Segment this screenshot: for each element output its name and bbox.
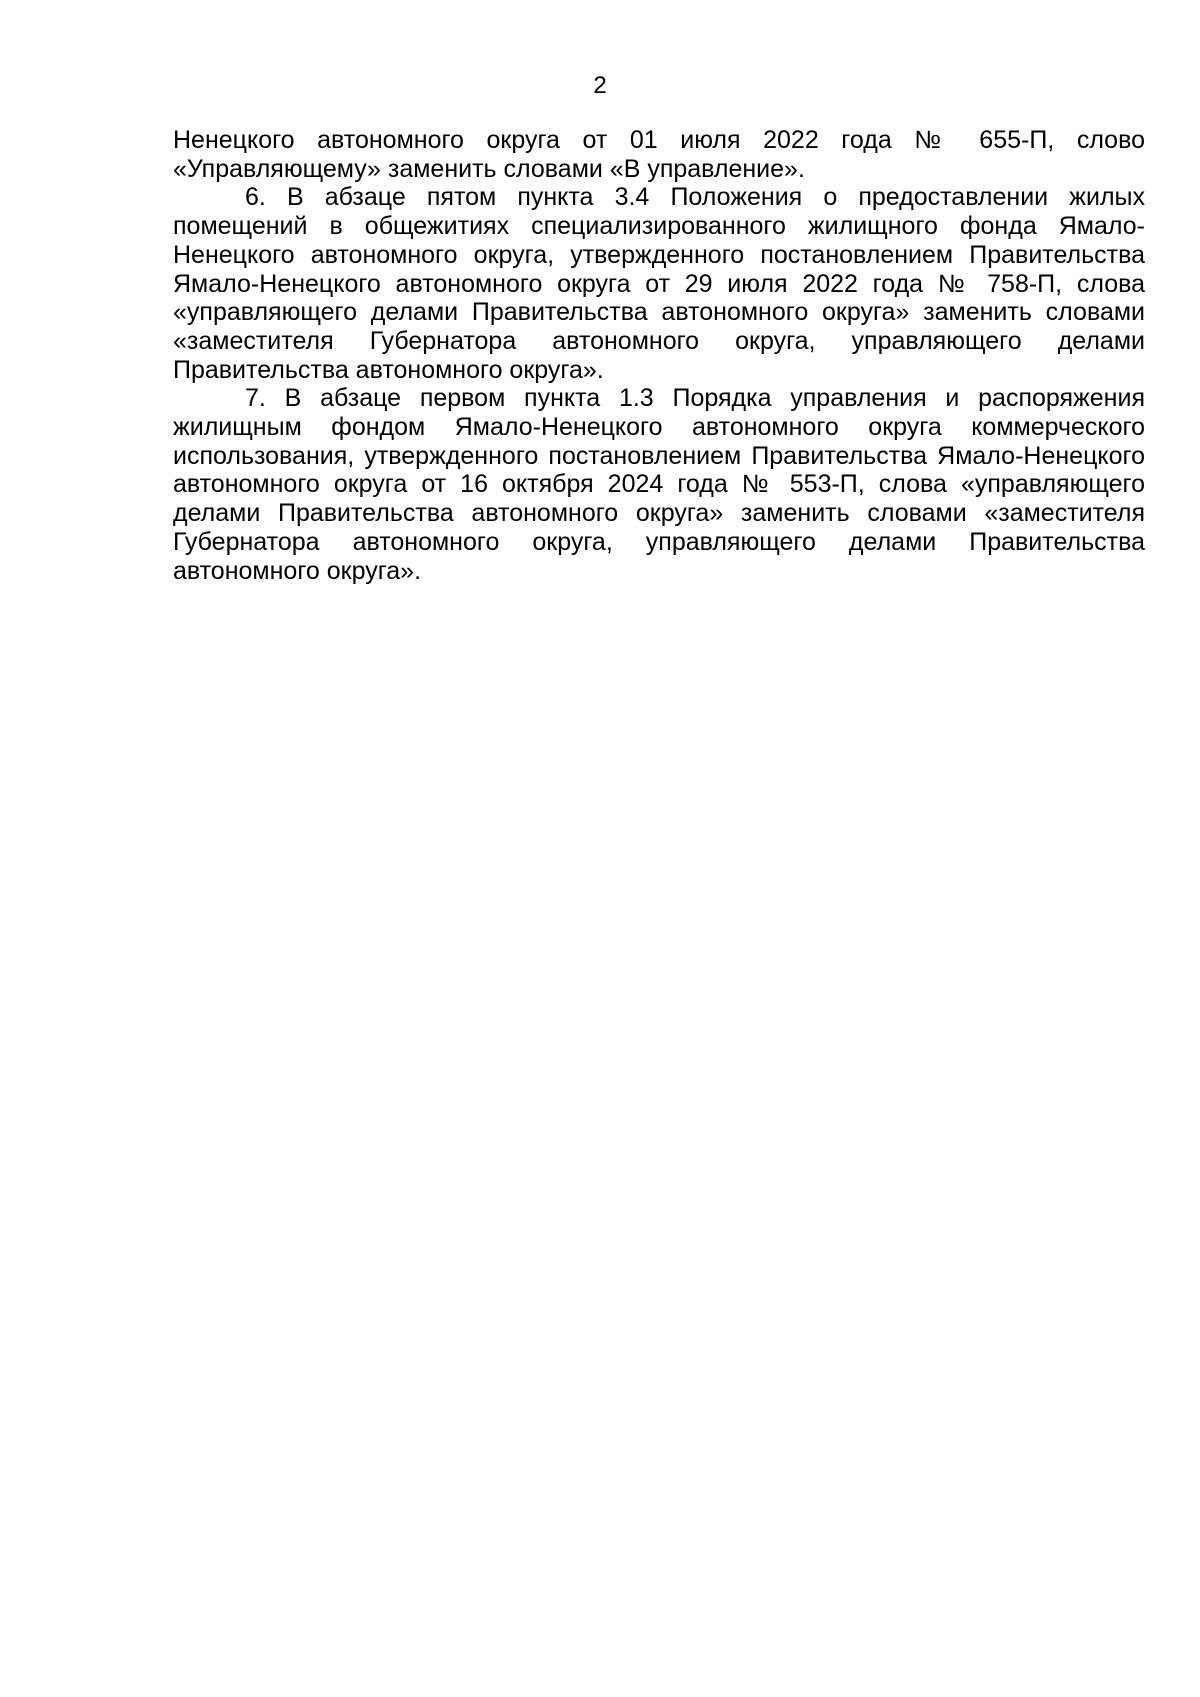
page-number: 2 (593, 72, 607, 99)
document-body (173, 126, 1145, 585)
paragraph-item-6: 6. В абзаце пятом пункта 3.4 Положения о предоставлении жилых помещений в общежитиях специализированного жилищного фонда Ямало-Ненецкого автономного округа, утвержденного постановлением Правительства Ямало-Ненецкого автономного округа от 29 июля 2022 года № 758-П, слова «управляющего делами Правительства автономного округа» заменить словами «заместителя Губернатора автономного округа, управляющего делами Правительства автономного округа». (173, 183, 1145, 384)
paragraph-item-7: 7. В абзаце первом пункта 1.3 Порядка управления и распоряжения жилищным фондом Ямало-Ненецкого автономного округа коммерческого использования, утвержденного постановлением Правительства Ямало-Ненецкого автономного округа от 16 октября 2024 года № 553-П, слова «управляющего делами Правительства автономного округа» заменить словами «заместителя Губернатора автономного округа, управляющего делами Правительства автономного округа». (173, 384, 1145, 585)
paragraph-continuation: Ненецкого автономного округа от 01 июля 2022 года № 655-П, слово «Управляющему» заменить словами «В управление». (173, 126, 1145, 183)
